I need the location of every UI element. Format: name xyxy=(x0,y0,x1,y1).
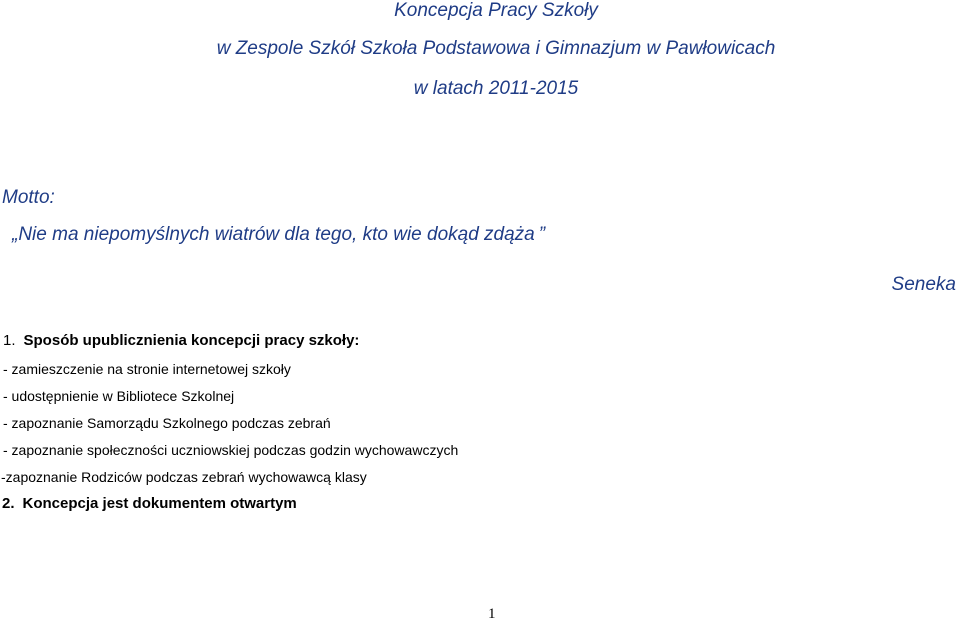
document-period: w latach 2011-2015 xyxy=(413,78,579,99)
section-2-number: 2. xyxy=(2,495,15,512)
section-1-title: Sposób upublicznienia koncepcji pracy szkoły: xyxy=(23,332,360,349)
list-item: -zapoznanie Rodziców podczas zebrań wychowawcą klasy xyxy=(1,469,367,485)
document-title: Koncepcja Pracy Szkoły xyxy=(394,0,598,21)
section-1-number: 1. xyxy=(3,332,16,349)
open-quote-mark: „ xyxy=(12,224,19,245)
list-item: - zapoznanie Samorządu Szkolnego podczas zebrań xyxy=(3,415,331,431)
close-quote-mark: ” xyxy=(538,224,546,245)
section-2-heading xyxy=(2,495,297,513)
section-1-heading xyxy=(3,332,359,350)
motto-text: Nie ma niepomyślnych wiatrów dla tego, kto wie dokąd zdąża xyxy=(18,224,535,245)
section-2-title: Koncepcja jest dokumentem otwartym xyxy=(22,495,297,512)
page-number: 1 xyxy=(488,606,496,622)
list-item: - zamieszczenie na stronie internetowej szkoły xyxy=(3,361,291,377)
motto-author: Seneka xyxy=(891,274,956,295)
motto-quote xyxy=(12,224,549,246)
document-subtitle: w Zespole Szkół Szkoła Podstawowa i Gimnazjum w Pawłowicach xyxy=(216,38,776,59)
list-item: - udostępnienie w Bibliotece Szkolnej xyxy=(3,388,235,404)
motto-label: Motto: xyxy=(2,187,55,208)
list-item: - zapoznanie społeczności uczniowskiej podczas godzin wychowawczych xyxy=(3,442,459,458)
